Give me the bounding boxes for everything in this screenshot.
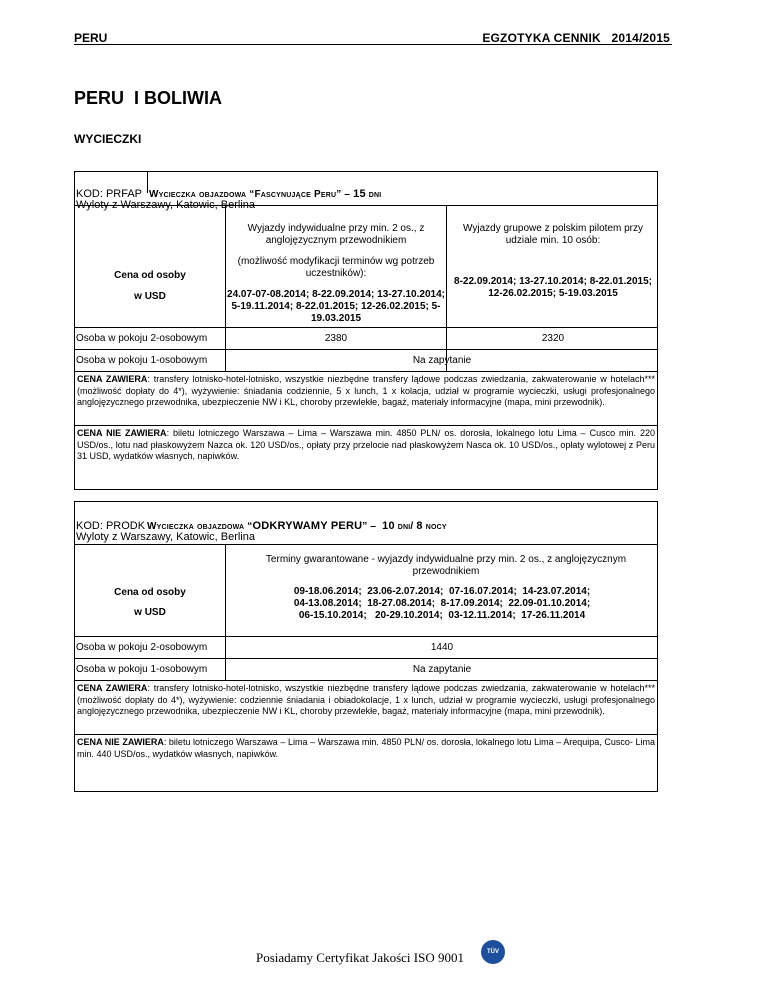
page-title: PERU I BOLIWIA <box>74 88 222 108</box>
offer-code: KOD: PRFAP <box>76 188 143 200</box>
dates-line-3: 06-15.10.2014; 20-29.10.2014; 03-12.11.2014; 17-26.11.2014 <box>298 610 586 621</box>
header-catalog: EGZOTYKA CENNIK 2014/2015 <box>482 31 670 45</box>
row-single-label: Osoba w pokoju 1-osobowym <box>76 355 208 366</box>
offer-name: Wycieczka objazdowa “Fascynujące Peru” – 15 dni <box>149 188 382 200</box>
offer-departures: Wyloty z Warszawy, Katowic, Berlina <box>76 199 255 211</box>
col-individual-header: Wyjazdy indywidualne przy min. 2 os., z anglojęzycznym przewodnikiem <box>247 223 425 246</box>
section-title: WYCIECZKI <box>74 132 142 146</box>
row-single-price: Na zapytanie <box>412 664 472 675</box>
row-single-price: Na zapytanie <box>412 355 472 366</box>
page-header <box>74 31 672 45</box>
price-label: Cena od osoby <box>114 270 186 281</box>
row-double-label: Osoba w pokoju 2-osobowym <box>76 642 208 653</box>
col-group-header: Wyjazdy grupowe z polskim pilotem przy udziale min. 10 osób: <box>463 223 643 246</box>
dates-line-2: 04-13.08.2014; 18-27.08.2014; 8-17.09.2014; 22.09-01.10.2014; <box>293 598 591 609</box>
excludes-text: CENA NIE ZAWIERA: biletu lotniczego Warszawa – Lima – Warszawa min. 4850 PLN/ os. dorosła, lokalnego lotu Lima – Cusco min. 220 USD/os., lotu nad płaskowyżem Nazca ok. 120 USD/os., opłaty przy przelocie nad płaskowyżem Nasca ok. 10 USD/os., opłaty wylotowej z Peru 31 USD, wydatków własnych, napiwków. <box>77 428 656 461</box>
header-country: PERU <box>74 31 108 45</box>
offer-departures: Wyloty z Warszawy, Katowic, Berlina <box>76 531 255 543</box>
row-double-price-individual: 2380 <box>324 333 348 344</box>
offer-name: Wycieczka objazdowa “ODKRYWAMY PERU” – 10 dni/ 8 nocy <box>147 520 447 532</box>
dates-line-1: 09-18.06.2014; 23.06-2.07.2014; 07-16.07.2014; 14-23.07.2014; <box>293 586 591 597</box>
footer-certificate: Posiadamy Certyfikat Jakości ISO 9001 <box>256 950 464 965</box>
includes-text: CENA ZAWIERA: transfery lotnisko-hotel-lotnisko, wszystkie niezbędne transfery lądowe podczas zwiedzania, zakwaterowanie w hotelach*** (możliwość dopłaty do 4*), wyżywienie: śniadania codziennie, 5 x lunch, 1 x kolacja, udział w programie wycieczki, usługi profesjonalnego anglojęzycznego przewodnika, ubezpieczenie NW i KL, choroby przewlekłe, bagaż, materiały informacyjne (mapa, mini przewodnik). <box>77 374 656 407</box>
row-double-label: Osoba w pokoju 2-osobowym <box>76 333 208 344</box>
excludes-text: CENA NIE ZAWIERA: biletu lotniczego Warszawa – Lima – Warszawa min. 4850 PLN/ os. dorosła, lokalnego lotu Lima – Arequipa, Cusco- Lima min. 440 USD/os., wydatków własnych, napiwków. <box>77 737 655 759</box>
offer-prfap <box>74 171 658 490</box>
row-single-label: Osoba w pokoju 1-osobowym <box>76 664 208 675</box>
offer-prodk <box>74 501 658 792</box>
price-currency: w USD <box>134 291 166 302</box>
row-double-price-group: 2320 <box>541 333 565 344</box>
includes-text: CENA ZAWIERA: transfery lotnisko-hotel-lotnisko, wszystkie niezbędne transfery lądowe podczas zwiedzania, zakwaterowanie w hotelach*** (możliwość dopłaty do 4*), wyżywienie: codziennie śniadania i obiadokolacje, 1 x lunch, udział w programie wycieczki, usługi profesjonalnego anglojęzycznego przewodnika, ubezpieczenie NW i KL, choroby przewlekłe, bagaż, materiały informacyjne (mapa, mini przewodnik). <box>77 683 656 716</box>
col-individual-note: (możliwość modyfikacji terminów wg potrzeb uczestników): <box>237 256 435 279</box>
col-individual-dates: 24.07-07-08.2014; 8-22.09.2014; 13-27.10.2014; 5-19.11.2014; 8-22.01.2015; 12-26.02.2015; 5-19.03.2015 <box>227 289 445 324</box>
tuv-logo-icon: TÜV <box>481 940 505 964</box>
terms-header: Terminy gwarantowane - wyjazdy indywidualne przy min. 2 os., z anglojęzycznym przewodnikiem <box>265 554 627 577</box>
row-double-price: 1440 <box>430 642 454 653</box>
col-group-dates: 8-22.09.2014; 13-27.10.2014; 8-22.01.2015; 12-26.02.2015; 5-19.03.2015 <box>454 276 652 299</box>
offer-code: KOD: PRODK <box>76 520 146 532</box>
price-label: Cena od osoby <box>114 587 186 598</box>
price-currency: w USD <box>134 607 166 618</box>
